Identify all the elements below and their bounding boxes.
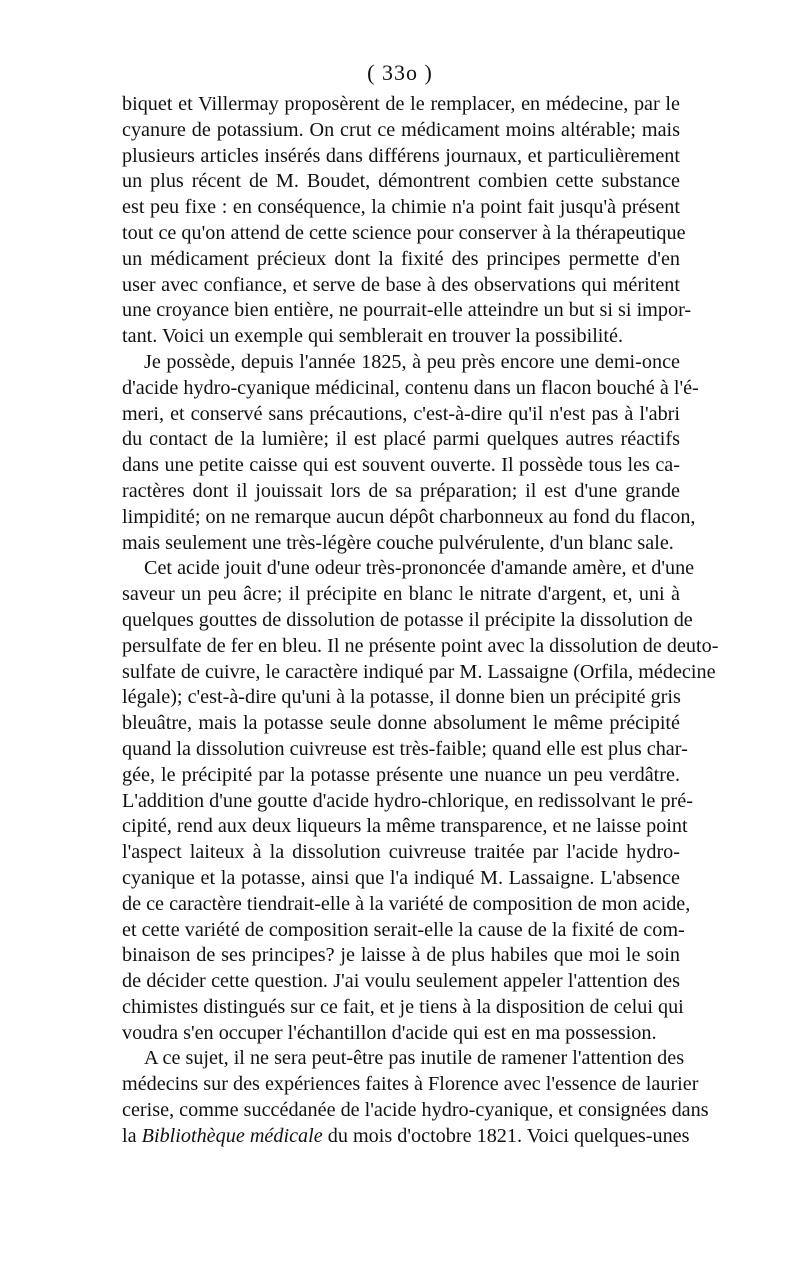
text-line: légale); c'est-à-dire qu'uni à la potasse, il donne bien un précipité gris — [122, 686, 681, 709]
text-line: cyanure de potassium. On crut ce médicament moins altérable; mais — [122, 118, 680, 141]
text-line: binaison de ses principes? je laisse à de plus habiles que moi le soin — [122, 944, 680, 967]
text-line: plusieurs articles insérés dans différens journaux, et particulièrement — [122, 144, 680, 167]
text-line: Cet acide jouit d'une odeur très-prononcée d'amande amère, et d'une — [144, 557, 695, 580]
text-line: du contact de la lumière; il est placé parmi quelques autres réactifs — [122, 428, 680, 451]
paragraph — [122, 350, 699, 556]
text-line: l'aspect laiteux à la dissolution cuivreuse traitée par l'acide hydro- — [122, 841, 680, 864]
text-line: ractères dont il jouissait lors de sa préparation; il est d'une grande — [122, 479, 680, 502]
text-line: tout ce qu'on attend de cette science pour conserver à la thérapeutique — [122, 221, 686, 244]
text-line: quelques gouttes de dissolution de potasse il précipite la dissolution de — [122, 608, 693, 631]
text-run: du mois d'octobre 1821. Voici quelques-unes — [322, 1124, 690, 1147]
paragraph — [122, 1046, 709, 1149]
text-line — [122, 1124, 690, 1150]
text-line: L'addition d'une goutte d'acide hydro-chlorique, en redissolvant le pré- — [122, 789, 693, 812]
text-line: user avec confiance, et serve de base à des observations qui méritent — [122, 273, 680, 296]
text-line: un plus récent de M. Boudet, démontrent combien cette substance — [122, 170, 680, 193]
text-line: cyanique et la potasse, ainsi que l'a indiqué M. Lassaigne. L'absence — [122, 866, 680, 889]
journal-title: Bibliothèque médicale — [141, 1124, 323, 1147]
text-line: gée, le précipité par la potasse présente une nuance un peu verdâtre. — [122, 763, 680, 786]
text-line: saveur un peu âcre; il précipite en blanc le nitrate d'argent, et, uni à — [122, 583, 680, 606]
text-run: la — [122, 1124, 142, 1147]
text-line: persulfate de fer en bleu. Il ne présente point avec la dissolution de deuto- — [122, 634, 719, 657]
text-line: dans une petite caisse qui est souvent ouverte. Il possède tous les ca- — [122, 454, 680, 477]
text-line: quand la dissolution cuivreuse est très-faible; quand elle est plus char- — [122, 737, 688, 760]
text-line: de ce caractère tiendrait-elle à la variété de composition de mon acide, — [122, 892, 691, 915]
text-line: médecins sur des expériences faites à Florence avec l'essence de laurier — [122, 1073, 699, 1096]
text-line: Je possède, depuis l'année 1825, à peu près encore une demi-once — [144, 350, 680, 373]
text-line: de décider cette question. J'ai voulu seulement appeler l'attention des — [122, 970, 680, 993]
text-line: une croyance bien entière, ne pourrait-elle atteindre un but si si impor- — [122, 299, 692, 322]
text-line: meri, et conservé sans précautions, c'est-à-dire qu'il n'est pas à l'abri — [122, 402, 680, 425]
paragraph — [122, 556, 719, 1046]
text-line: sulfate de cuivre, le caractère indiqué par M. Lassaigne (Orfila, médecine — [122, 660, 716, 683]
text-line: chimistes distingués sur ce fait, et je tiens à la disposition de celui qui — [122, 995, 684, 1018]
paragraph — [122, 92, 692, 350]
text-line: biquet et Villermay proposèrent de le remplacer, en médecine, par le — [122, 93, 680, 115]
text-line: est peu fixe : en conséquence, la chimie n'a point fait jusqu'à présent — [122, 196, 680, 219]
text-line: et cette variété de composition serait-elle la cause de la fixité de com- — [122, 918, 685, 941]
text-line: voudra s'en occuper l'échantillon d'acide qui est en ma possession. — [122, 1021, 657, 1044]
text-line: mais seulement une très-légère couche pulvérulente, d'un blanc sale. — [122, 531, 674, 554]
text-line: cerise, comme succédanée de l'acide hydro-cyanique, et consignées dans — [122, 1099, 709, 1122]
text-line: limpidité; on ne remarque aucun dépôt charbonneux au fond du flacon, — [122, 505, 696, 528]
text-line: bleuâtre, mais la potasse seule donne absolument le même précipité — [122, 712, 680, 735]
text-line: un médicament précieux dont la fixité des principes permette d'en — [122, 247, 680, 270]
page-number: ( 33o ) — [367, 60, 433, 85]
text-line: cipité, rend aux deux liqueurs la même transparence, et ne laisse point — [122, 815, 688, 838]
text-line: A ce sujet, il ne sera peut-être pas inutile de ramener l'attention des — [144, 1047, 685, 1070]
body-text — [122, 92, 719, 1150]
text-line: tant. Voici un exemple qui semblerait en trouver la possibilité. — [122, 325, 624, 348]
text-line: d'acide hydro-cyanique médicinal, contenu dans un flacon bouché à l'é- — [122, 376, 699, 399]
